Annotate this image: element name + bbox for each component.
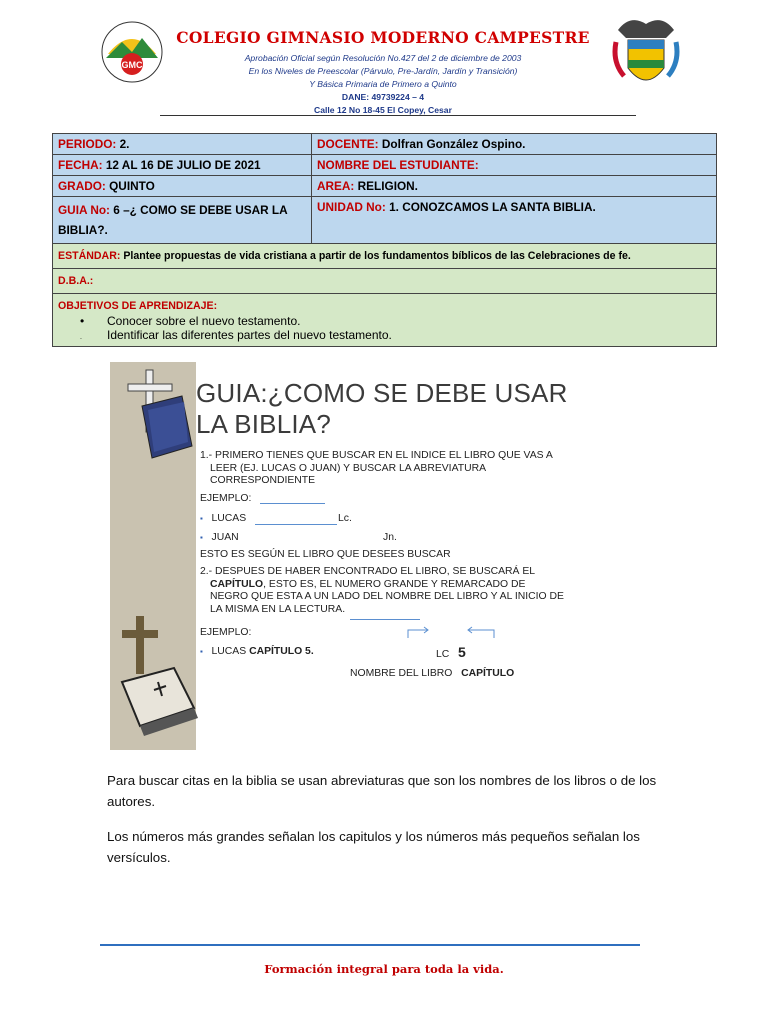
estandar-cell: ESTÁNDAR: Plantee propuestas de vida cristiana a partir de los fundamentos bíblicos de las Celebraciones de fe. — [53, 244, 717, 269]
unidad-cell: UNIDAD No: 1. CONOZCAMOS LA SANTA BIBLIA. — [312, 197, 717, 244]
bullet-icon: ▪ — [200, 514, 203, 523]
objetivos-cell — [53, 294, 717, 347]
arrow-icon — [255, 524, 337, 525]
footer-rule — [100, 944, 640, 946]
colombia-coat-of-arms-icon — [610, 12, 682, 98]
table-row — [53, 294, 717, 347]
school-logo-icon — [96, 14, 168, 94]
grado-cell: GRADO: QUINTO — [53, 176, 312, 197]
table-row — [53, 244, 717, 269]
note-text: ESTO ES SEGÚN EL LIBRO QUE DESEES BUSCAR — [200, 549, 451, 560]
table-row — [53, 176, 717, 197]
primary-line: Y Básica Primaria de Primero a Quinto — [309, 79, 457, 89]
bullet-icon: ▪ — [200, 533, 203, 542]
step2-text: 2.- DESPUES DE HABER ENCONTRADO EL LIBRO, SE BUSCARÁ EL CAPÍTULO, ESTO ES, EL NUMERO GRANDE Y REMARCADO DE NEGRO QUE ESTA A UN LADO DEL NOMBRE DEL LIBRO Y AL INICIO DE LA MISMA EN LA LECTURA. — [200, 566, 564, 615]
fecha-cell: FECHA: 12 AL 16 DE JULIO DE 2021 — [53, 155, 312, 176]
bullet-icon: • — [80, 314, 85, 328]
dba-cell: D.B.A.: — [53, 269, 717, 294]
example-label-2: EJEMPLO: — [200, 627, 252, 638]
arrow-icon — [260, 503, 325, 504]
objetivos-label: OBJETIVOS DE APRENDIZAJE: — [58, 300, 218, 312]
guide-title: GUIA:¿COMO SE DEBE USAR LA BIBLIA? — [196, 378, 568, 439]
dane-line: DANE: 49739224 – 4 — [341, 92, 425, 102]
table-row — [53, 134, 717, 155]
address-line: Calle 12 No 18-45 El Copey, Cesar — [314, 105, 452, 115]
svg-text:GMC: GMC — [121, 60, 143, 70]
table-row — [53, 197, 717, 244]
paragraph-numbers: Los números más grandes señalan los capitulos y los números más pequeños señalan los versículos. — [107, 829, 640, 865]
cross-bible-icon — [112, 366, 198, 486]
school-name: COLEGIO GIMNASIO MODERNO CAMPESTRE — [176, 28, 590, 47]
estudiante-cell: NOMBRE DEL ESTUDIANTE: — [312, 155, 717, 176]
lc-abbr: LC 5 — [436, 644, 466, 660]
paragraph-abbreviations: Para buscar citas en la biblia se usan abreviaturas que son los nombres de los libros o de los autores. — [107, 773, 657, 809]
arrow-icon — [350, 619, 420, 620]
step1-text: 1.- PRIMERO TIENES QUE BUSCAR EN EL INDICE EL LIBRO QUE VAS A LEER (EJ. LUCAS O JUAN) Y BUSCAR LA ABREVIATURA CORRESPONDIENTE — [200, 450, 553, 486]
approval-line: Aprobación Oficial según Resolución No.427 del 2 de diciembre de 2003 — [244, 53, 522, 63]
book-chapter-caption: NOMBRE DEL LIBRO CAPÍTULO — [350, 668, 515, 679]
bible-icon — [114, 612, 200, 740]
objetivos-list — [58, 314, 711, 342]
footer-motto: Formación integral para toda la vida. — [264, 962, 504, 976]
lucas-capitulo-row: ▪ LUCAS CAPÍTULO 5. — [200, 646, 314, 657]
bullet-icon: ▪ — [200, 647, 203, 656]
bullet-icon: . — [80, 334, 82, 341]
guia-cell: GUIA No: 6 –¿ COMO SE DEBE USAR LA BIBLIA?. — [53, 197, 312, 244]
docente-cell: DOCENTE: Dolfran González Ospino. — [312, 134, 717, 155]
school-logo — [96, 14, 168, 94]
juan-row: ▪ JUAN — [200, 532, 239, 543]
lucas-abbr: Lc. — [338, 513, 352, 524]
list-item: • Conocer sobre el nuevo testamento. — [80, 314, 301, 328]
example-label: EJEMPLO: — [200, 493, 252, 504]
juan-abbr: Jn. — [383, 532, 397, 543]
periodo-cell: PERIODO: 2. — [53, 134, 312, 155]
levels-line: En los Niveles de Preescolar (Párvulo, Pre-Jardín, Jardín y Transición) — [248, 66, 518, 76]
guide-image — [110, 362, 630, 750]
table-row — [53, 155, 717, 176]
info-table — [52, 133, 717, 347]
list-item: . Identificar las diferentes partes del nuevo testamento. — [80, 328, 392, 342]
area-cell: AREA: RELIGION. — [312, 176, 717, 197]
coat-of-arms — [610, 12, 682, 98]
lucas-row: ▪ LUCAS — [200, 513, 247, 524]
table-row — [53, 269, 717, 294]
header-rule — [160, 115, 636, 116]
arrow-icon — [406, 624, 496, 640]
